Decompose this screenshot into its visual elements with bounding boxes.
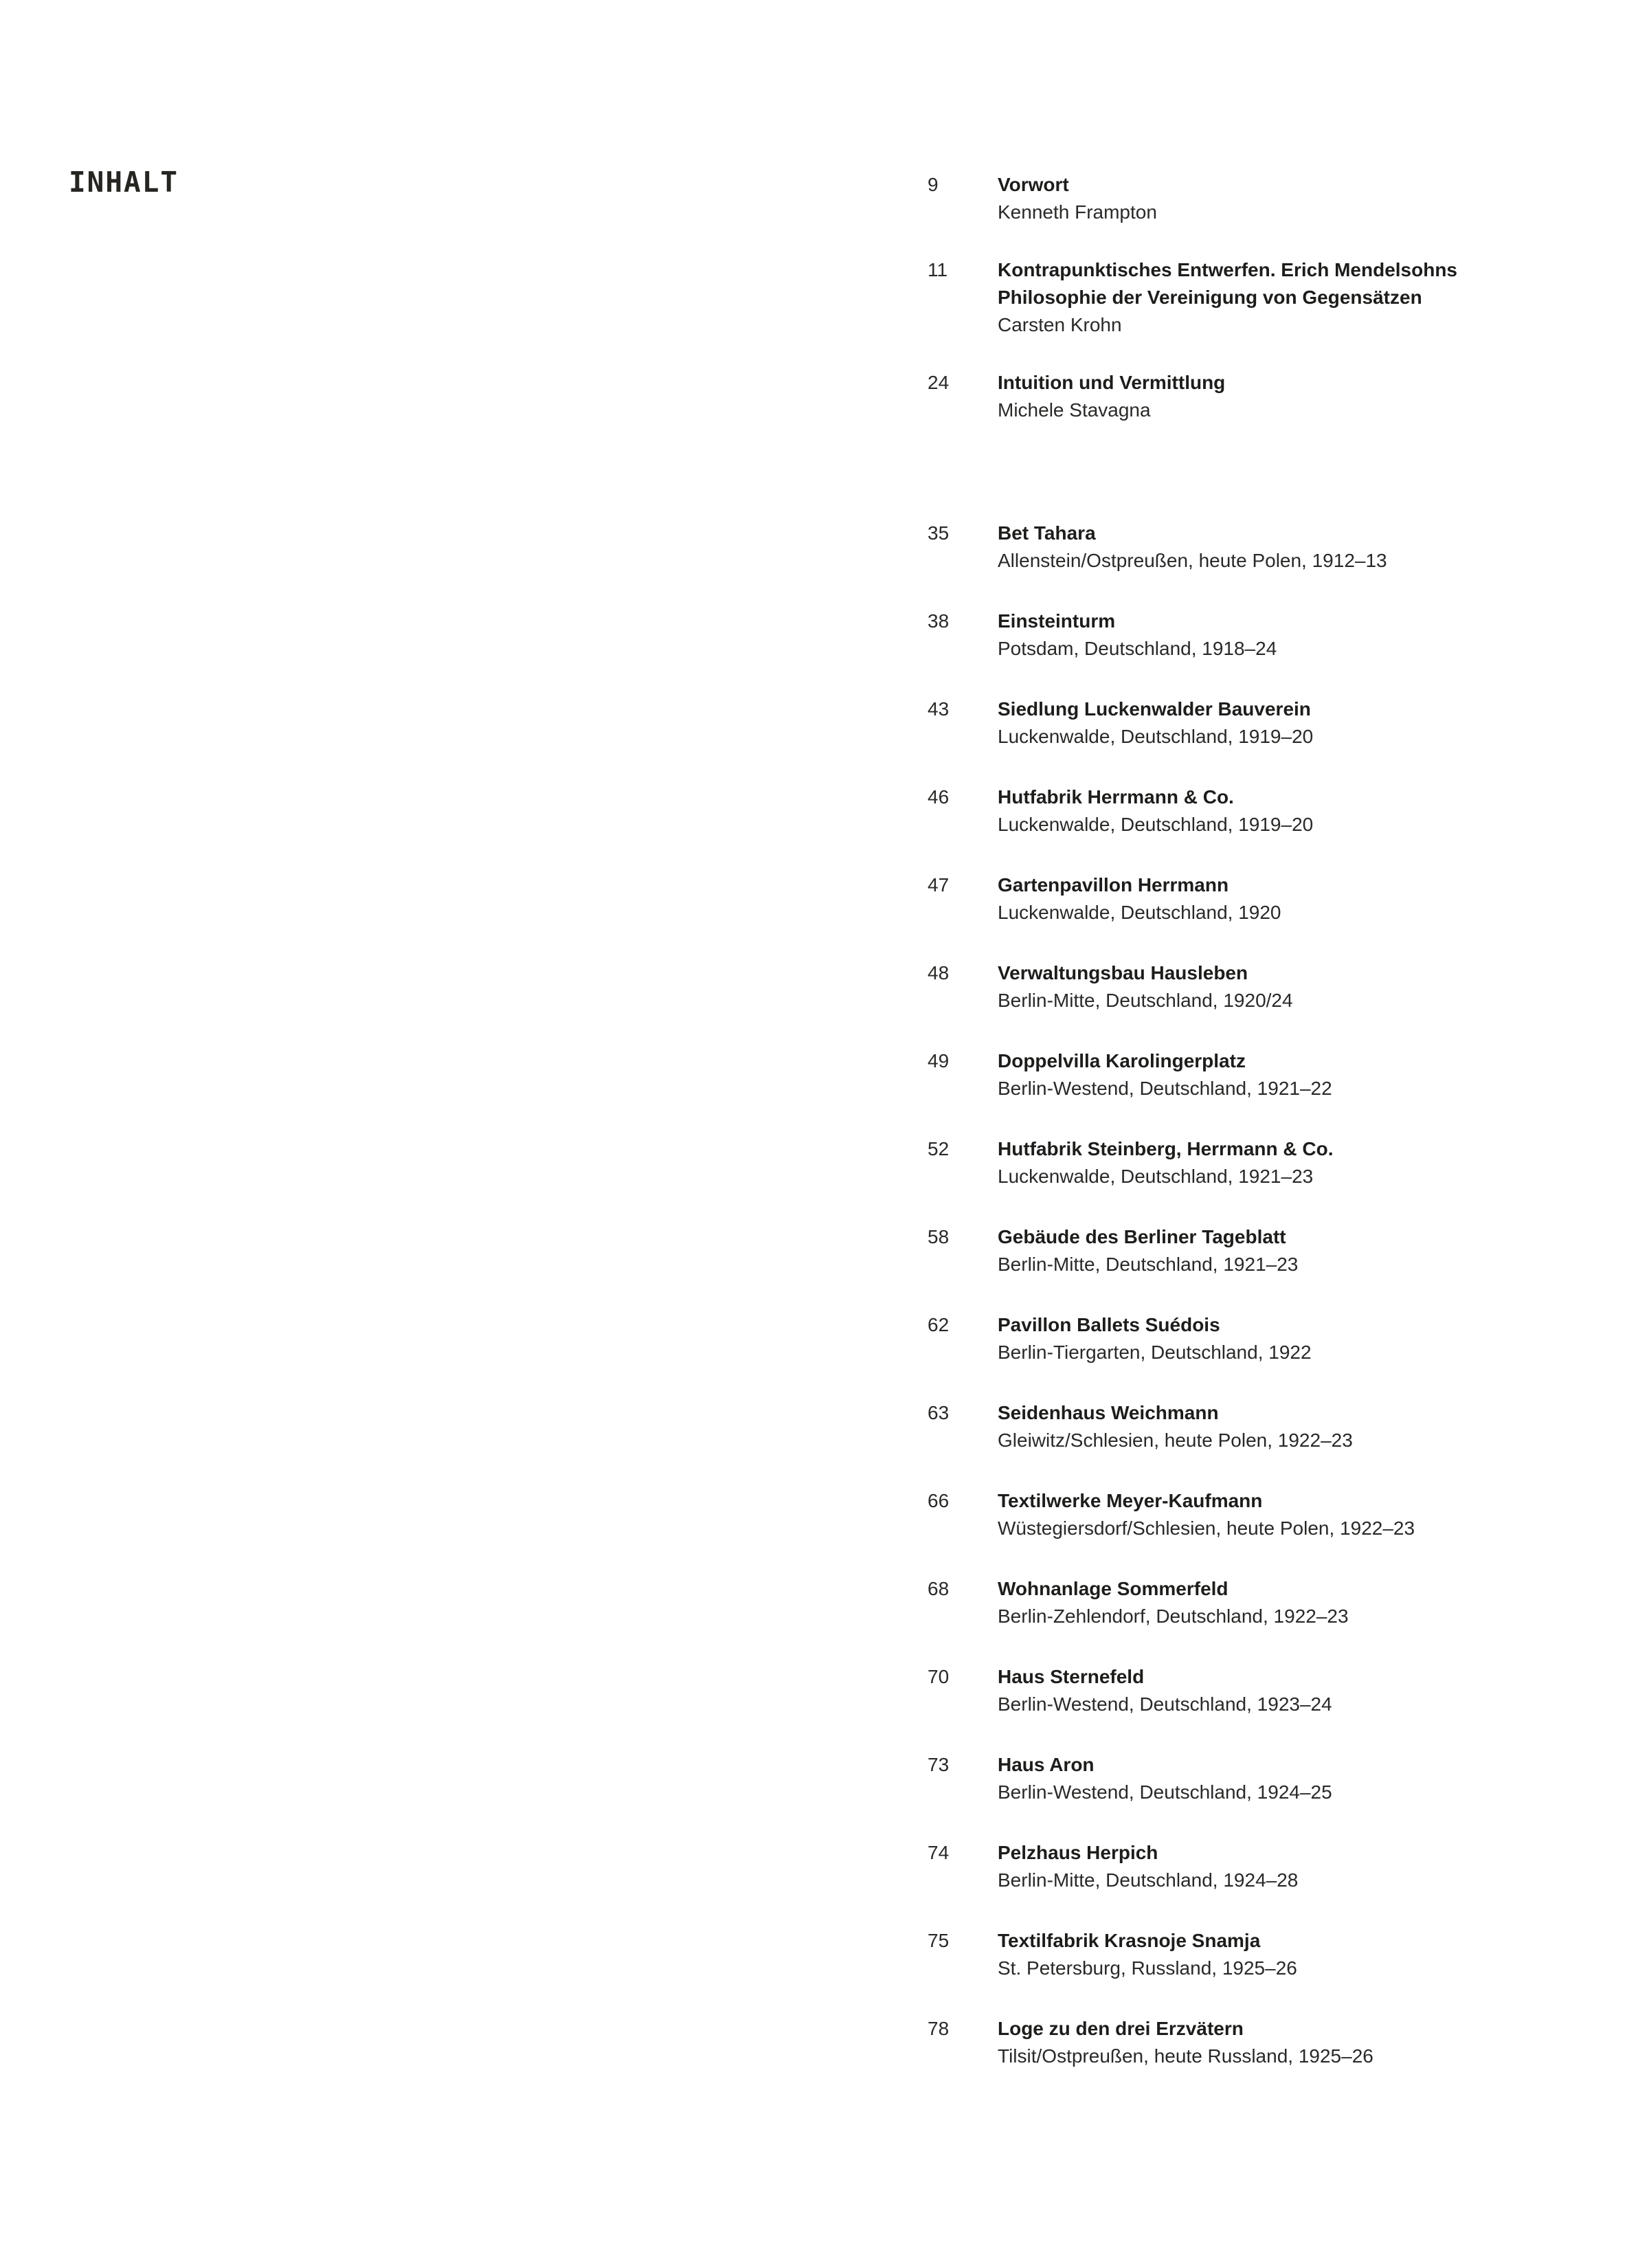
- entry-title-line: Textilwerke Meyer-Kaufmann: [998, 1490, 1263, 1511]
- toc-entry: [928, 2015, 1601, 2070]
- entry-body: [998, 256, 1601, 339]
- entry-title-line: Einsteinturm: [998, 610, 1116, 632]
- toc-entry: [928, 1927, 1601, 1982]
- entry-subtitle: St. Petersburg, Russland, 1925–26: [998, 1957, 1297, 1979]
- entry-subtitle: Berlin-Mitte, Deutschland, 1921–23: [998, 1254, 1299, 1275]
- entry-title: [998, 520, 1601, 547]
- entry-title-line: Bet Tahara: [998, 522, 1096, 544]
- entry-page-number: 68: [928, 1578, 950, 1599]
- entry-title: [998, 1575, 1601, 1603]
- entry-title-line: Loge zu den drei Erzvätern: [998, 2018, 1244, 2039]
- entry-page-number: 63: [928, 1402, 950, 1423]
- entry-page-number: 46: [928, 786, 950, 808]
- entry-page-number: 74: [928, 1842, 950, 1863]
- page-title: INHALT: [69, 166, 179, 199]
- entry-subtitle: Luckenwalde, Deutschland, 1919–20: [998, 726, 1314, 747]
- entry-subtitle: Luckenwalde, Deutschland, 1920: [998, 902, 1281, 923]
- toc-entry: [928, 871, 1601, 926]
- entry-title: [998, 696, 1601, 723]
- toc-entry: [928, 1047, 1601, 1102]
- entry-title: [998, 1487, 1601, 1515]
- entry-body: [998, 1311, 1601, 1366]
- entry-title-line: Seidenhaus Weichmann: [998, 1402, 1219, 1423]
- entry-page-number: 49: [928, 1050, 950, 1071]
- toc-entry: [928, 696, 1601, 751]
- entry-title: [998, 783, 1601, 811]
- entry-title-line: Pelzhaus Herpich: [998, 1842, 1158, 1863]
- entry-subtitle: Berlin-Zehlendorf, Deutschland, 1922–23: [998, 1605, 1349, 1627]
- entry-body: [998, 1663, 1601, 1718]
- entry-subtitle: Potsdam, Deutschland, 1918–24: [998, 638, 1277, 659]
- entry-body: [998, 1751, 1601, 1806]
- entry-page-number: 24: [928, 372, 950, 393]
- entry-page-number: 38: [928, 610, 950, 632]
- entry-subtitle: Tilsit/Ostpreußen, heute Russland, 1925–26: [998, 2045, 1373, 2067]
- entry-body: [998, 1575, 1601, 1630]
- entry-title-line: Gartenpavillon Herrmann: [998, 874, 1229, 896]
- entry-page-number: 66: [928, 1490, 950, 1511]
- entry-title: [998, 1223, 1601, 1251]
- entry-page-number: 78: [928, 2018, 950, 2039]
- toc-entry: [928, 1399, 1601, 1454]
- entry-subtitle: Berlin-Westend, Deutschland, 1921–22: [998, 1078, 1332, 1099]
- toc-section-works: [928, 520, 1601, 2070]
- entry-body: [998, 1399, 1601, 1454]
- entry-title: [998, 871, 1601, 899]
- entry-title-line: Kontrapunktisches Entwerfen. Erich Mendelsohns: [998, 259, 1458, 280]
- entry-title: [998, 1751, 1601, 1779]
- entry-body: [998, 1927, 1601, 1982]
- entry-body: [998, 1047, 1601, 1102]
- entry-title: [998, 1311, 1601, 1339]
- toc-entry: [928, 520, 1601, 575]
- entry-subtitle: Allenstein/Ostpreußen, heute Polen, 1912–13: [998, 550, 1387, 571]
- entry-title-line: Wohnanlage Sommerfeld: [998, 1578, 1229, 1599]
- entry-title: [998, 959, 1601, 987]
- toc-entry: [928, 959, 1601, 1014]
- entry-body: [998, 369, 1601, 424]
- entry-title-line: Verwaltungsbau Hausleben: [998, 962, 1248, 983]
- entry-subtitle: Berlin-Westend, Deutschland, 1923–24: [998, 1693, 1332, 1715]
- entry-body: [998, 608, 1601, 663]
- entry-subtitle: Kenneth Frampton: [998, 201, 1157, 223]
- entry-page-number: 47: [928, 874, 950, 896]
- entry-title: [998, 1663, 1601, 1691]
- entry-subtitle: Gleiwitz/Schlesien, heute Polen, 1922–23: [998, 1430, 1353, 1451]
- entry-title-line: Textilfabrik Krasnoje Snamja: [998, 1930, 1261, 1951]
- entry-subtitle: Wüstegiersdorf/Schlesien, heute Polen, 1922–23: [998, 1517, 1415, 1539]
- entry-body: [998, 959, 1601, 1014]
- entry-page-number: 70: [928, 1666, 950, 1687]
- entry-title-line: Pavillon Ballets Suédois: [998, 1314, 1220, 1335]
- entry-page-number: 43: [928, 698, 950, 720]
- entry-title-line: Siedlung Luckenwalder Bauverein: [998, 698, 1311, 720]
- entry-page-number: 11: [928, 259, 948, 280]
- entry-title-line: Haus Aron: [998, 1754, 1095, 1775]
- entry-title: [998, 1047, 1601, 1075]
- toc-entry: [928, 256, 1601, 339]
- entry-body: [998, 871, 1601, 926]
- entry-title-line: Intuition und Vermittlung: [998, 372, 1226, 393]
- entry-title-line: Hutfabrik Steinberg, Herrmann & Co.: [998, 1138, 1334, 1159]
- entry-title: [998, 2015, 1601, 2043]
- entry-title: [998, 171, 1601, 199]
- entry-page-number: 48: [928, 962, 950, 983]
- entry-subtitle: Michele Stavagna: [998, 399, 1151, 421]
- entry-subtitle: Berlin-Mitte, Deutschland, 1924–28: [998, 1869, 1299, 1891]
- entry-subtitle: Berlin-Tiergarten, Deutschland, 1922: [998, 1342, 1312, 1363]
- entry-body: [998, 1135, 1601, 1190]
- toc-entry: [928, 1751, 1601, 1806]
- toc-entry: [928, 1575, 1601, 1630]
- toc-entry: [928, 1839, 1601, 1894]
- entry-body: [998, 696, 1601, 751]
- entry-subtitle: Berlin-Mitte, Deutschland, 1920/24: [998, 990, 1293, 1011]
- entry-subtitle: Berlin-Westend, Deutschland, 1924–25: [998, 1781, 1332, 1803]
- entry-page-number: 62: [928, 1314, 950, 1335]
- entry-subtitle: Luckenwalde, Deutschland, 1919–20: [998, 814, 1314, 835]
- entry-subtitle: Carsten Krohn: [998, 314, 1122, 335]
- entry-title-line: Philosophie der Vereinigung von Gegensätzen: [998, 287, 1422, 308]
- toc-entry: [928, 369, 1601, 424]
- entry-title-line: Hutfabrik Herrmann & Co.: [998, 786, 1234, 808]
- entry-subtitle: Luckenwalde, Deutschland, 1921–23: [998, 1166, 1314, 1187]
- entry-body: [998, 1223, 1601, 1278]
- entry-body: [998, 171, 1601, 226]
- toc-entry: [928, 1135, 1601, 1190]
- entry-title: [998, 1399, 1601, 1427]
- entry-title-line: Haus Sternefeld: [998, 1666, 1145, 1687]
- entry-body: [998, 783, 1601, 838]
- toc-section-essays: [928, 171, 1601, 424]
- toc-entry: [928, 1223, 1601, 1278]
- toc-entry: [928, 1663, 1601, 1718]
- entry-title-line: Vorwort: [998, 174, 1069, 195]
- entry-page-number: 73: [928, 1754, 950, 1775]
- entry-page-number: 58: [928, 1226, 950, 1247]
- entry-title: [998, 256, 1601, 311]
- entry-title: [998, 1135, 1601, 1163]
- entry-page-number: 75: [928, 1930, 950, 1951]
- toc-entry: [928, 1311, 1601, 1366]
- entry-title: [998, 608, 1601, 635]
- entry-page-number: 52: [928, 1138, 950, 1159]
- entry-body: [998, 1487, 1601, 1542]
- toc-entry: [928, 1487, 1601, 1542]
- entry-title-line: Gebäude des Berliner Tageblatt: [998, 1226, 1286, 1247]
- entry-body: [998, 2015, 1601, 2070]
- entry-body: [998, 520, 1601, 575]
- entry-title: [998, 1839, 1601, 1867]
- entry-title: [998, 1927, 1601, 1955]
- entry-title-line: Doppelvilla Karolingerplatz: [998, 1050, 1246, 1071]
- table-of-contents: [928, 171, 1601, 2070]
- entry-title: [998, 369, 1601, 397]
- entry-page-number: 35: [928, 522, 950, 544]
- toc-entry: [928, 608, 1601, 663]
- toc-entry: [928, 783, 1601, 838]
- toc-entry: [928, 171, 1601, 226]
- entry-body: [998, 1839, 1601, 1894]
- entry-page-number: 9: [928, 174, 939, 195]
